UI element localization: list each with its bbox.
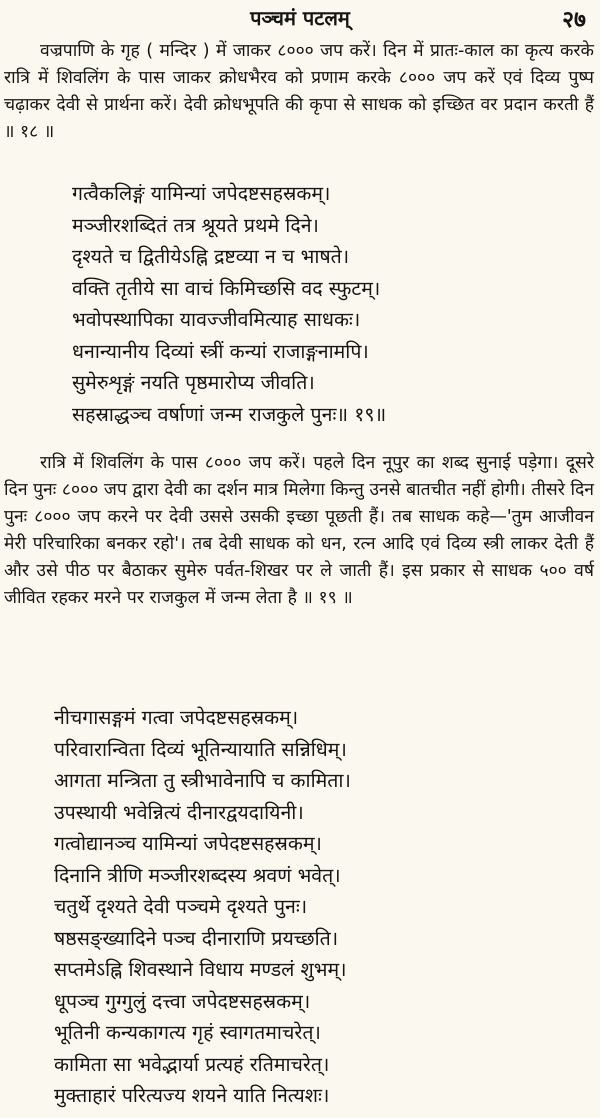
verse-line: गत्वोद्यानञ्च यामिन्यां जपेदष्टसहस्रकम्। <box>54 832 322 855</box>
chapter-title: पञ्चमं पटलम् <box>250 6 350 30</box>
page-number: २७ <box>562 7 586 33</box>
verse-line: सप्तमेऽह्नि शिवस्थाने विधाय मण्डलं शुभम्। <box>54 958 347 981</box>
verse-block-20 <box>54 702 574 1112</box>
verse-line: मञ्जीरशब्दितं तत्र श्रूयते प्रथमे दिने। <box>72 213 319 237</box>
verse-line: उपस्थायी भवेन्नित्यं दीनारद्वयदायिनी। <box>54 800 304 824</box>
verse-line: मुक्ताहारं परित्यज्य शयने याति नित्यशः। <box>54 1084 330 1107</box>
verse-line: षष्ठसङ्ख्यादिने पञ्च दीनाराणि प्रयच्छति। <box>54 926 339 950</box>
verse-line: भूतिनी कन्यकागत्य गृहं स्वागतमाचरेत्। <box>54 1021 321 1044</box>
verse-line: धनान्यानीय दिव्यां स्त्रीं कन्यां राजाङ्गनामपि। <box>72 339 369 363</box>
verse-line: परिवारान्विता दिव्यं भूतिन्यायाति सन्निधिम्। <box>54 737 347 761</box>
page-header <box>0 2 600 32</box>
verse-line: कामिता सा भवेद्भार्या प्रत्यहं रतिमाचरेत्। <box>54 1052 330 1076</box>
verse-line: वक्ति तृतीये सा वाचं किमिच्छसि वद स्फुटम्। <box>72 276 381 300</box>
verse-line: भवोपस्थापिका यावज्जीवमित्याह साधकः। <box>72 308 361 331</box>
verse-line: सुमेरुशृङ्गं नयति पृष्ठमारोप्य जीवति। <box>72 371 315 394</box>
verse-line: गत्वैकलिङ्गं यामिन्यां जपेदष्टसहस्रकम्। <box>72 182 331 205</box>
verse-block-19 <box>72 178 592 430</box>
verse-line: दृश्यते च द्वितीयेऽह्नि द्रष्टव्या न च भाषते। <box>72 245 350 268</box>
verse-line: सहस्राद्धञ्च वर्षाणां जन्म राजकुले पुनः॥ १९॥ <box>72 402 387 426</box>
commentary-text: रात्रि में शिवलिंग के पास ८००० जप करें। पहले दिन नूपुर का शब्द सुनाई पड़ेगा। दूसरे दिन पुनः ८००० जप द्वारा देवी का दर्शन मात्र मिलेगा किन्तु उनसे बातचीत नहीं होगी। तीसरे दिन पुनः ८००० जप करने पर देवी उससे उसकी इच्छा पूछती हैं। तब साधक कहे—'तुम आजीवन मेरी परिचारिका बनकर रहो'। तब देवी साधक को धन, रत्न आदि एवं दिव्य स्त्री लाकर देती हैं और उसे पीठ पर बैठाकर सुमेरु पर्वत-शिखर पर ले जाती हैं। इस प्रकार से साधक ५०० वर्ष जीवित रहकर मरने पर राजकुल में जन्म लेता है ॥ १९ ॥ <box>4 453 594 608</box>
commentary-paragraph-18 <box>4 38 594 146</box>
verse-line: आगता मन्त्रिता तु स्त्रीभावेनापि च कामिता। <box>54 769 351 792</box>
commentary-paragraph-19 <box>4 450 594 612</box>
verse-line: चतुर्थे दृश्यते देवी पञ्चमे दृश्यते पुनः। <box>54 895 308 918</box>
verse-line: धूपञ्च गुग्गुलुं दत्त्वा जपेदष्टसहस्रकम्। <box>54 989 311 1013</box>
commentary-text: वज्रपाणि के गृह ( मन्दिर ) में जाकर ८००० जप करें। दिन में प्रातः-काल का कृत्य करके रात्रि में शिवलिंग के पास जाकर क्रोधभैरव को प्रणाम करके ८००० जप करें एवं दिव्य पुष्प चढ़ाकर देवी से प्रार्थना करें। देवी क्रोधभूपति की कृपा से साधक को इच्छित वर प्रदान करती हैं ॥ १८ ॥ <box>4 41 594 142</box>
verse-line: नीचगासङ्गमं गत्वा जपेदष्टसहस्रकम्। <box>54 706 299 729</box>
verse-line: दिनानि त्रीणि मञ्जीरशब्दस्य श्रवणं भवेत्। <box>54 863 341 887</box>
